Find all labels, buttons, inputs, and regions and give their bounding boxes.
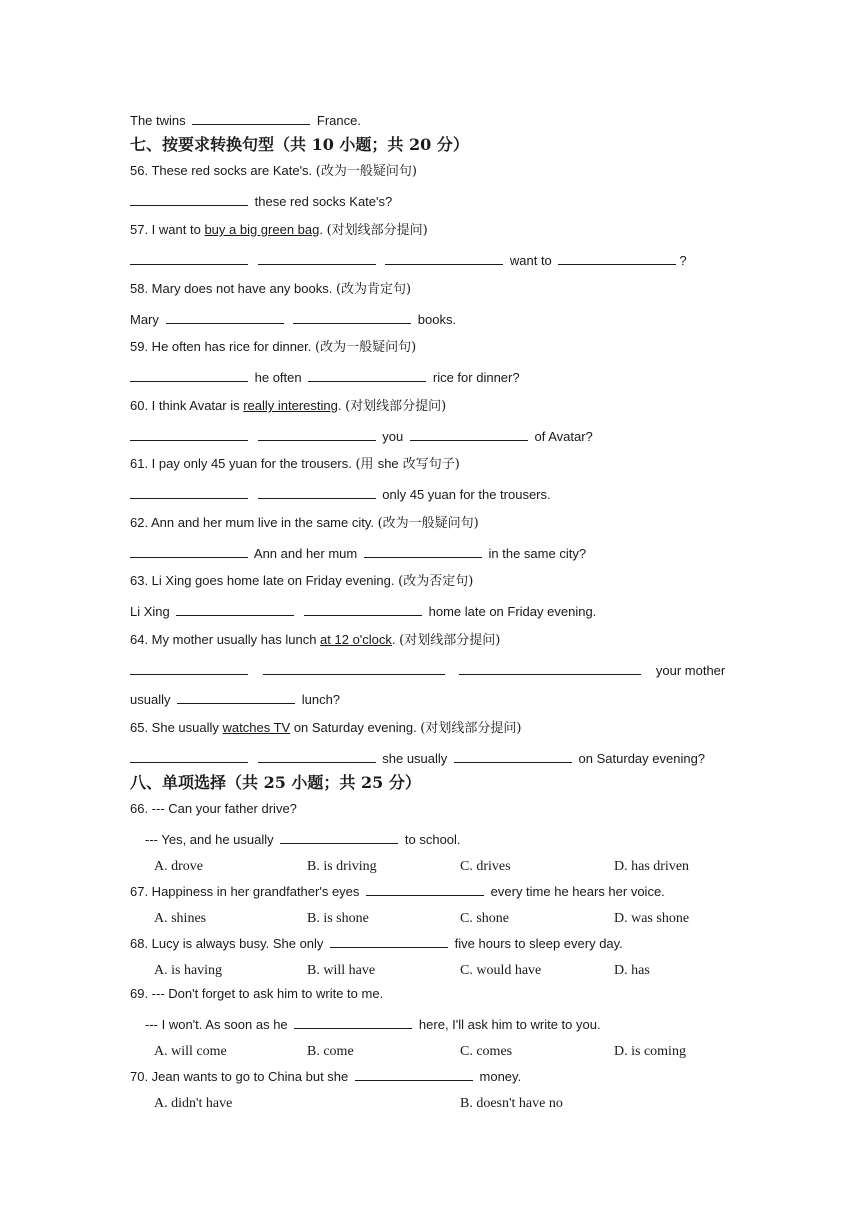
option-d[interactable]: D. has driven [614, 859, 690, 874]
option-d[interactable]: D. is coming [614, 1044, 686, 1059]
answer-line-63: Li Xing home late on Friday evening. [130, 604, 597, 619]
answer-line-61: only 45 yuan for the trousers. [130, 485, 551, 503]
answer-blank[interactable] [130, 192, 248, 206]
section-7-title: 七、按要求转换句型（共 10 小题；共 20 分） [130, 135, 469, 154]
answer-blank[interactable] [366, 882, 484, 896]
answer-blank[interactable] [130, 368, 248, 382]
answer-blank[interactable] [410, 427, 528, 441]
answer-blank[interactable] [263, 661, 445, 675]
answer-line-65: she usually on Saturday evening? [130, 749, 705, 767]
option-c[interactable]: C. shone [460, 911, 509, 926]
question-69-reply: --- I won't. As soon as he here, I'll ask him to write to you. [145, 1017, 601, 1032]
question-69: 69. --- Don't forget to ask him to write to me. [130, 986, 384, 1001]
option-a[interactable]: A. didn't have [154, 1096, 233, 1111]
option-b[interactable]: B. come [307, 1044, 354, 1059]
question-67: 67. Happiness in her grandfather's eyes every time he hears her voice. [130, 884, 665, 899]
option-c[interactable]: C. would have [460, 963, 542, 978]
answer-blank[interactable] [192, 111, 310, 125]
answer-line-55: The twins France. [130, 113, 361, 128]
option-a[interactable]: A. drove [154, 859, 203, 874]
answer-blank[interactable] [294, 1015, 412, 1029]
answer-blank[interactable] [166, 310, 284, 324]
question-57: 57. I want to buy a big green bag. (对划线部分提问) [130, 222, 428, 238]
answer-blank[interactable] [258, 427, 376, 441]
answer-line-57: want to ? [130, 251, 687, 269]
answer-blank[interactable] [177, 690, 295, 704]
answer-blank[interactable] [355, 1067, 473, 1081]
answer-blank[interactable] [130, 661, 248, 675]
option-a[interactable]: A. will come [154, 1044, 227, 1059]
answer-blank[interactable] [258, 485, 376, 499]
option-a[interactable]: A. shines [154, 911, 207, 926]
option-d[interactable]: D. has [614, 963, 650, 978]
question-66-reply: --- Yes, and he usually to school. [145, 832, 461, 847]
question-59: 59. He often has rice for dinner. (改为一般疑问句) [130, 339, 417, 355]
answer-blank[interactable] [130, 251, 248, 265]
question-61: 61. I pay only 45 yuan for the trousers. (用 she 改写句子) [130, 456, 460, 472]
option-c[interactable]: C. comes [460, 1044, 513, 1059]
answer-blank[interactable] [176, 602, 294, 616]
option-b[interactable]: B. will have [307, 963, 376, 978]
option-b[interactable]: B. is driving [307, 859, 377, 874]
option-c[interactable]: C. drives [460, 859, 511, 874]
option-a[interactable]: A. is having [154, 963, 223, 978]
option-b[interactable]: B. is shone [307, 911, 369, 926]
answer-blank[interactable] [304, 602, 422, 616]
answer-blank[interactable] [130, 485, 248, 499]
answer-blank[interactable] [459, 661, 641, 675]
answer-blank[interactable] [130, 544, 248, 558]
option-b[interactable]: B. doesn't have no [460, 1096, 563, 1111]
question-62: 62. Ann and her mum live in the same city. (改为一般疑问句) [130, 515, 479, 531]
question-68: 68. Lucy is always busy. She only five hours to sleep every day. [130, 936, 623, 951]
answer-blank[interactable] [558, 251, 676, 265]
answer-line-64b: usually lunch? [130, 692, 341, 707]
answer-line-64: your mother [130, 661, 725, 679]
option-d[interactable]: D. was shone [614, 911, 690, 926]
question-56: 56. These red socks are Kate's. (改为一般疑问句) [130, 163, 417, 179]
answer-blank[interactable] [130, 427, 248, 441]
answer-line-56: these red socks Kate's? [130, 192, 392, 210]
answer-blank[interactable] [308, 368, 426, 382]
question-63: 63. Li Xing goes home late on Friday evening. (改为否定句) [130, 573, 474, 589]
answer-blank[interactable] [258, 251, 376, 265]
answer-line-60: you of Avatar? [130, 427, 593, 445]
question-64: 64. My mother usually has lunch at 12 o'clock. (对划线部分提问) [130, 632, 501, 648]
question-58: 58. Mary does not have any books. (改为肯定句) [130, 281, 412, 297]
answer-line-59: he often rice for dinner? [130, 368, 520, 386]
question-66: 66. --- Can your father drive? [130, 801, 297, 816]
answer-blank[interactable] [258, 749, 376, 763]
answer-blank[interactable] [330, 934, 448, 948]
answer-line-58: Mary books. [130, 312, 457, 327]
answer-blank[interactable] [280, 830, 398, 844]
answer-line-62: Ann and her mum in the same city? [130, 544, 586, 562]
question-60: 60. I think Avatar is really interesting. (对划线部分提问) [130, 398, 447, 414]
section-8-title: 八、单项选择（共 25 小题；共 25 分） [130, 773, 421, 792]
question-65: 65. She usually watches TV on Saturday evening. (对划线部分提问) [130, 720, 522, 736]
answer-blank[interactable] [130, 749, 248, 763]
answer-blank[interactable] [454, 749, 572, 763]
answer-blank[interactable] [364, 544, 482, 558]
question-70: 70. Jean wants to go to China but she money. [130, 1069, 522, 1084]
answer-blank[interactable] [293, 310, 411, 324]
answer-blank[interactable] [385, 251, 503, 265]
